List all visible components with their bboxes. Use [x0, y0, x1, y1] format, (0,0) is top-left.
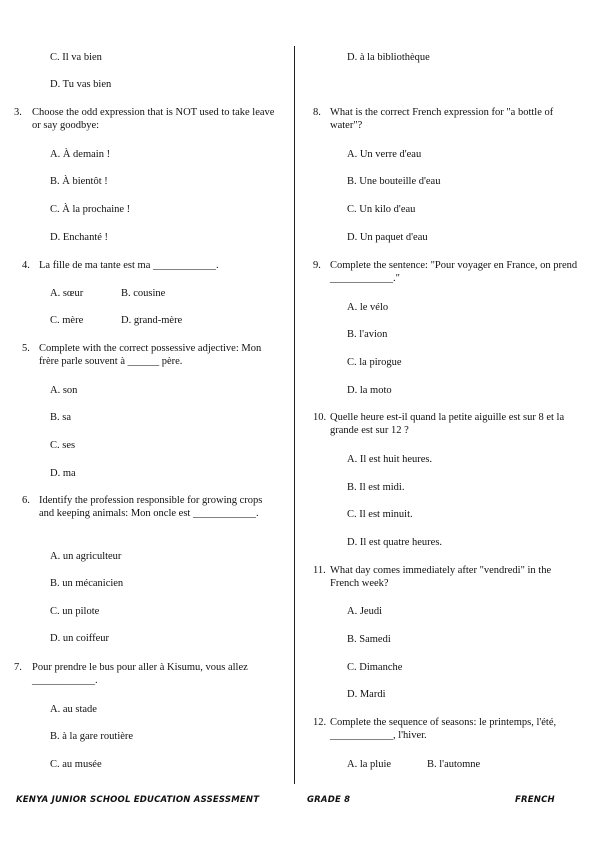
question-number: 5. — [22, 343, 30, 354]
q10-option-b: B. Il est midi. — [347, 482, 405, 493]
question-number: 8. — [313, 107, 321, 118]
question-text: What day comes immediately after "vendredi" in the French week? — [330, 565, 552, 589]
q4-option-d: D. grand-mère — [121, 315, 183, 326]
q4-option-b: B. cousine — [121, 288, 166, 299]
q5-option-b: B. sa — [50, 412, 71, 423]
q11-option-b: B. Samedi — [347, 634, 391, 645]
q7-option-d: D. à la bibliothèque — [347, 52, 430, 63]
question-text: La fille de ma tante est ma ____________. — [39, 260, 219, 271]
footer-subject: FRENCH — [515, 795, 555, 805]
q11-option-c: C. Dimanche — [347, 662, 403, 673]
q6-option-c: C. un pilote — [50, 606, 100, 617]
q7-option-b: B. à la gare routière — [50, 731, 134, 742]
q11-option-d: D. Mardi — [347, 689, 386, 700]
q8-option-d: D. Un paquet d'eau — [347, 232, 428, 243]
q6-option-b: B. un mécanicien — [50, 578, 124, 589]
question-text: Identify the profession responsible for growing crops and keeping animals: Mon oncle est ____________. — [39, 495, 263, 519]
q8-option-a: A. Un verre d'eau — [347, 149, 422, 160]
question-number: 3. — [14, 107, 22, 118]
q9-option-c: C. la pirogue — [347, 357, 402, 368]
q3-option-c: C. À la prochaine ! — [50, 204, 131, 215]
question-number: 9. — [313, 260, 321, 271]
q5-option-d: D. ma — [50, 468, 76, 479]
q3-option-b: B. À bientôt ! — [50, 176, 108, 187]
q11-option-a: A. Jeudi — [347, 606, 382, 617]
q12-option-a: A. la pluie — [347, 759, 392, 770]
q9-option-b: B. l'avion — [347, 329, 388, 340]
question-number: 7. — [14, 662, 22, 673]
question-number: 11. — [313, 565, 326, 576]
footer-exam-title: KENYA JUNIOR SCHOOL EDUCATION ASSESSMENT — [16, 795, 260, 805]
q10-option-c: C. Il est minuit. — [347, 509, 413, 520]
footer-grade: GRADE 8 — [307, 795, 351, 805]
q5-option-c: C. ses — [50, 440, 76, 451]
q2-option-d: D. Tu vas bien — [50, 79, 112, 90]
q6-option-a: A. un agriculteur — [50, 551, 122, 562]
question-text: What is the correct French expression for "a bottle of water"? — [330, 107, 554, 131]
question-text: Complete the sequence of seasons: le printemps, l'été, ____________, l'hiver. — [330, 717, 557, 741]
q12-option-b: B. l'automne — [427, 759, 481, 770]
q10-option-d: D. Il est quatre heures. — [347, 537, 443, 548]
question-text: Choose the odd expression that is NOT used to take leave or say goodbye: — [32, 107, 275, 131]
question-number: 12. — [313, 717, 327, 728]
q3-option-a: A. À demain ! — [50, 149, 111, 160]
q9-option-a: A. le vélo — [347, 302, 389, 313]
q5-option-a: A. son — [50, 385, 78, 396]
q4-option-c: C. mère — [50, 315, 84, 326]
q7-option-c: C. au musée — [50, 759, 102, 770]
question-text: Pour prendre le bus pour aller à Kisumu, vous allez ____________. — [32, 662, 248, 686]
question-text: Complete with the correct possessive adjective: Mon frère parle souvent à ______ père. — [39, 343, 262, 367]
question-text: Complete the sentence: "Pour voyager en France, on prend ____________." — [330, 260, 578, 284]
question-number: 6. — [22, 495, 30, 506]
q9-option-d: D. la moto — [347, 385, 392, 396]
q4-option-a: A. sœur — [50, 288, 84, 299]
q2-option-c: C. Il va bien — [50, 52, 102, 63]
question-number: 4. — [22, 260, 30, 271]
question-text: Quelle heure est-il quand la petite aiguille est sur 8 et la grande est sur 12 ? — [330, 412, 565, 436]
q7-option-a: A. au stade — [50, 704, 97, 715]
q10-option-a: A. Il est huit heures. — [347, 454, 433, 465]
q8-option-c: C. Un kilo d'eau — [347, 204, 416, 215]
q6-option-d: D. un coiffeur — [50, 633, 109, 644]
q3-option-d: D. Enchanté ! — [50, 232, 109, 243]
column-divider — [294, 46, 295, 784]
q8-option-b: B. Une bouteille d'eau — [347, 176, 441, 187]
question-number: 10. — [313, 412, 327, 423]
